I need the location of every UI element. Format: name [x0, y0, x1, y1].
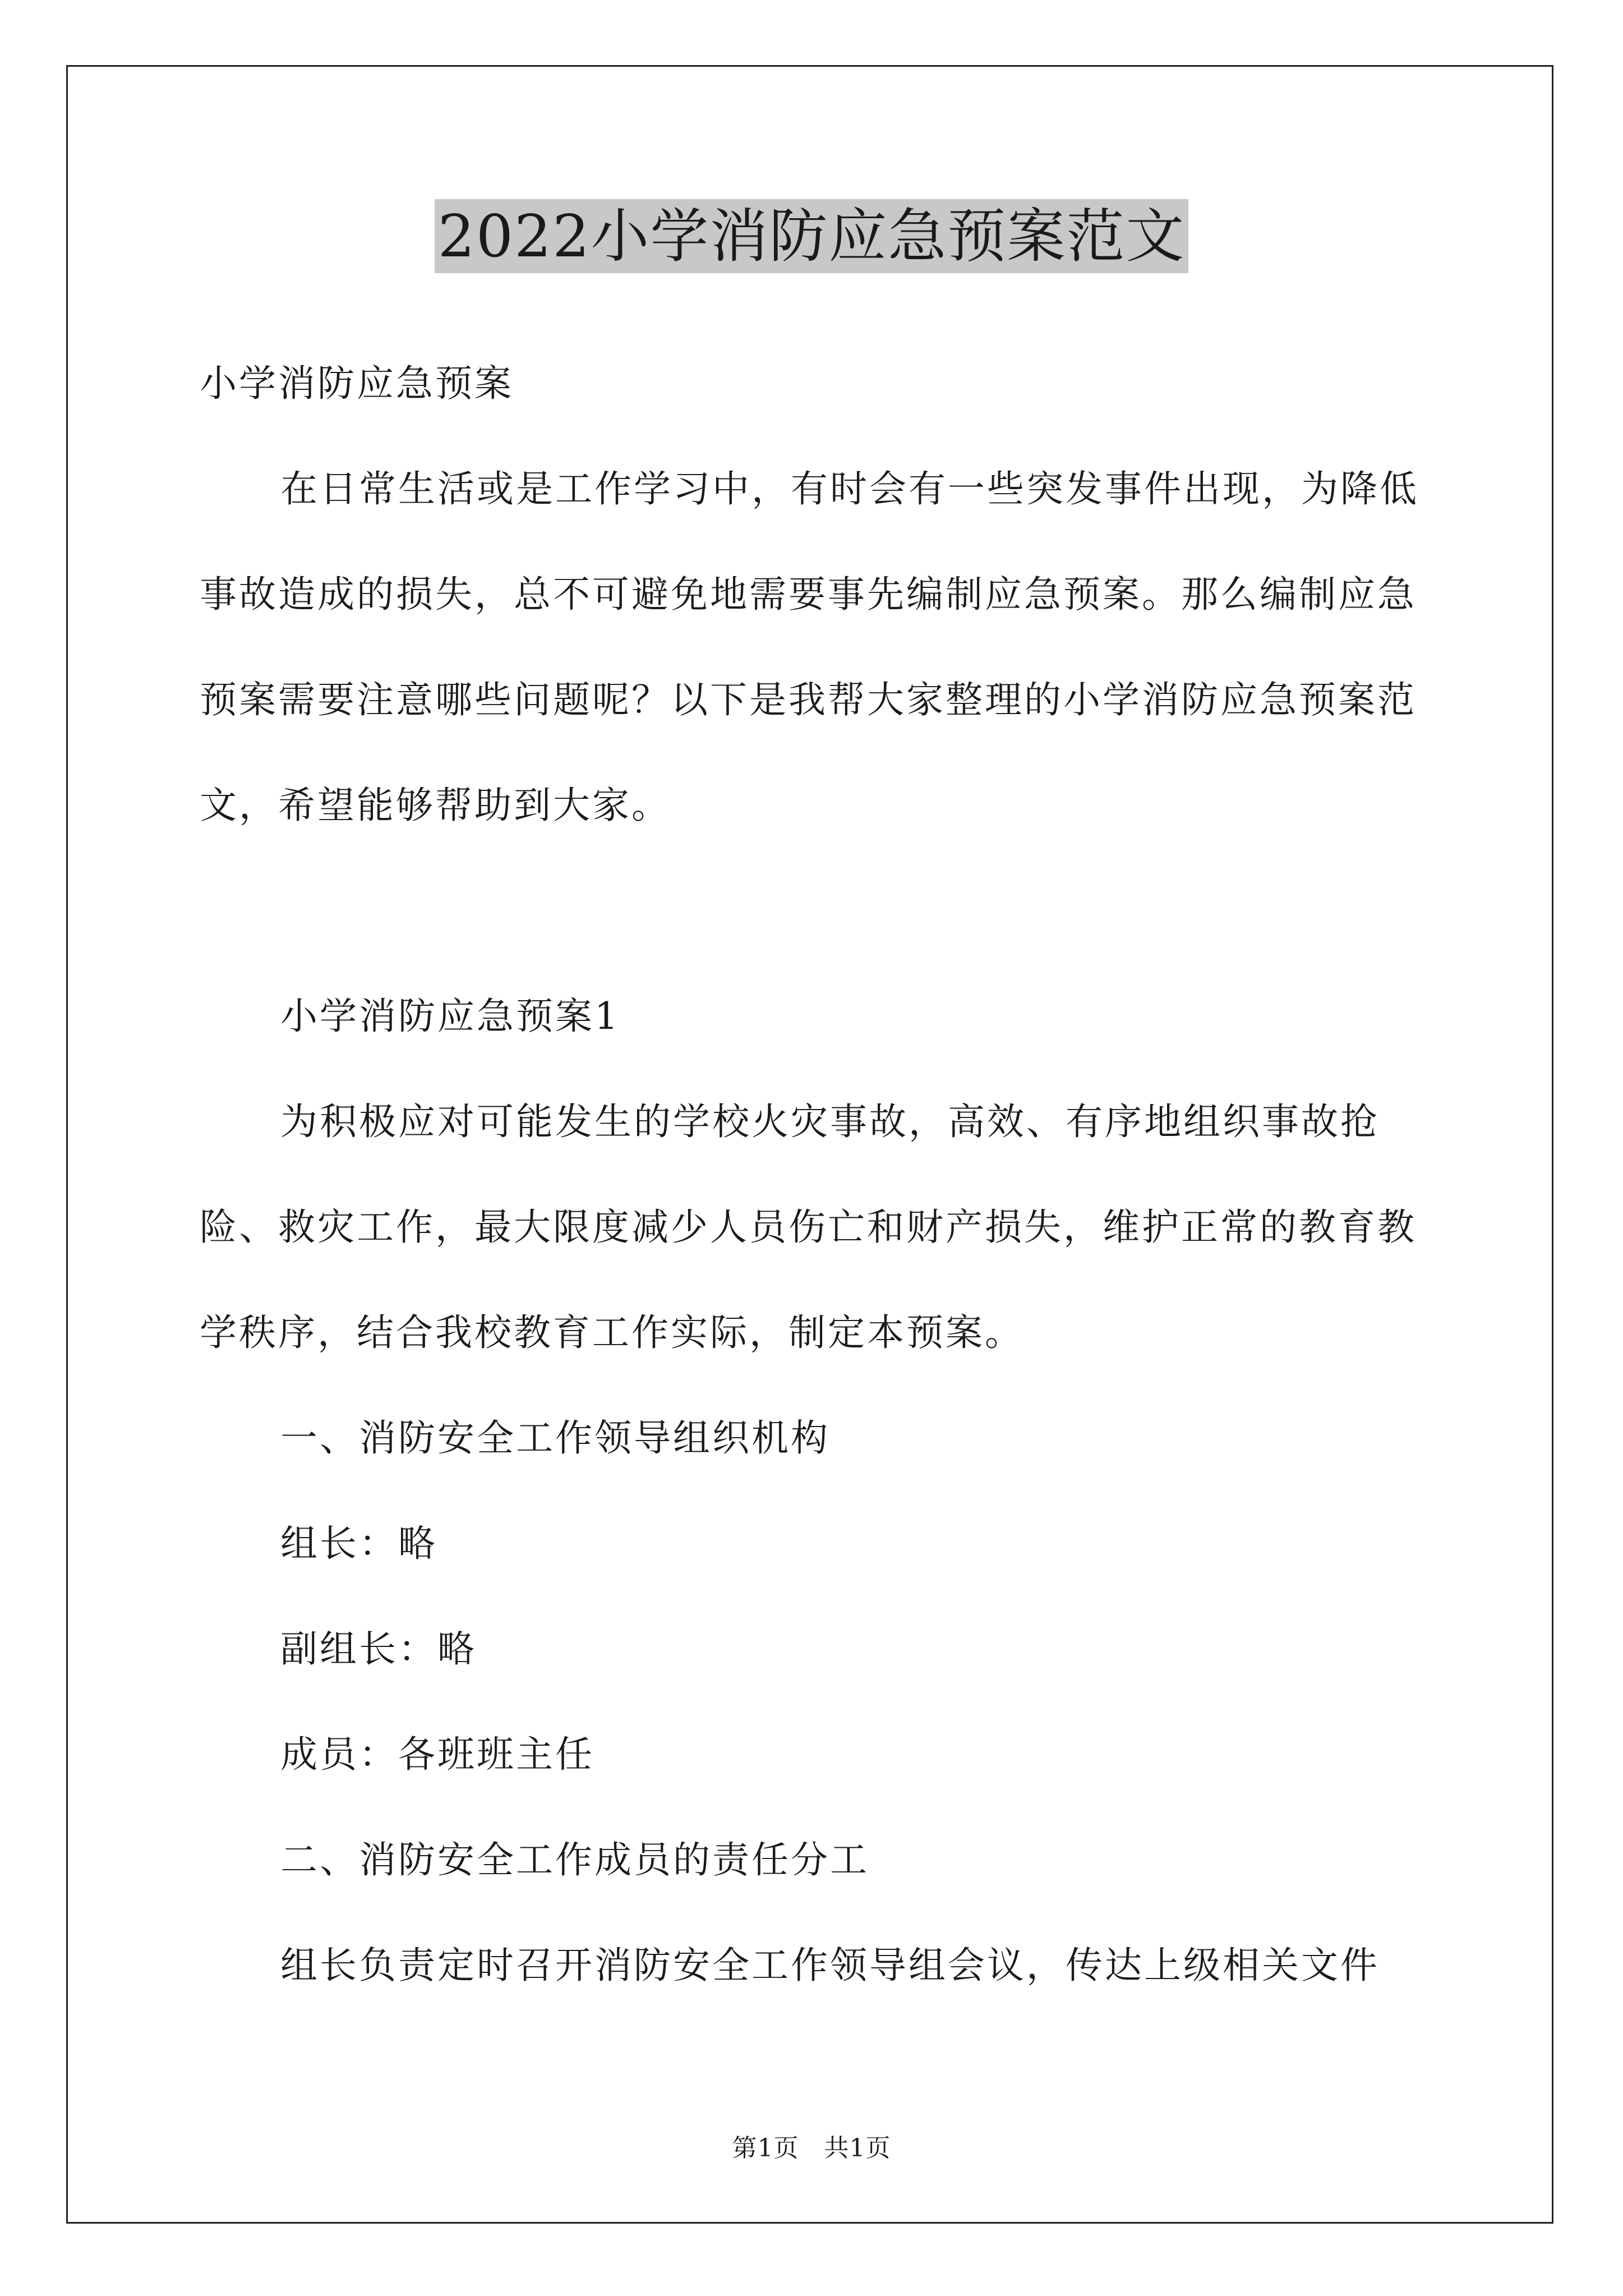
- deputy-leader-line: 副组长：略: [280, 1627, 477, 1671]
- document-title: 2022小学消防应急预案范文: [435, 199, 1189, 273]
- purpose-paragraph: 为积极应对可能发生的学校火灾事故，高效、有序地组织事故抢险、救灾工作，最大限度减少人员伤亡和财产损失，维护正常的教育教学秩序，结合我校教育工作实际，制定本预案。: [200, 1100, 1417, 1354]
- members-line: 成员：各班班主任: [280, 1733, 594, 1776]
- item1-heading: 一、消防安全工作领导组织机构: [280, 1416, 830, 1460]
- page-footer: 第1页 共1页: [732, 2134, 891, 2162]
- document-body: [200, 331, 1431, 2018]
- title-container: [0, 199, 1623, 273]
- item2-paragraph: 组长负责定时召开消防安全工作领导组会议，传达上级相关文件: [280, 1944, 1380, 1987]
- item2-heading: 二、消防安全工作成员的责任分工: [280, 1838, 869, 1881]
- paragraph-gap: [200, 858, 1431, 964]
- document-subtitle: 小学消防应急预案: [200, 362, 514, 405]
- section-heading: 小学消防应急预案1: [280, 995, 620, 1038]
- leader-line: 组长：略: [280, 1522, 437, 1565]
- intro-paragraph: 在日常生活或是工作学习中，有时会有一些突发事件出现，为降低事故造成的损失，总不可避免地需要事先编制应急预案。那么编制应急预案需要注意哪些问题呢？以下是我帮大家整理的小学消防应急预案范文，希望能够帮助到大家。: [200, 467, 1419, 827]
